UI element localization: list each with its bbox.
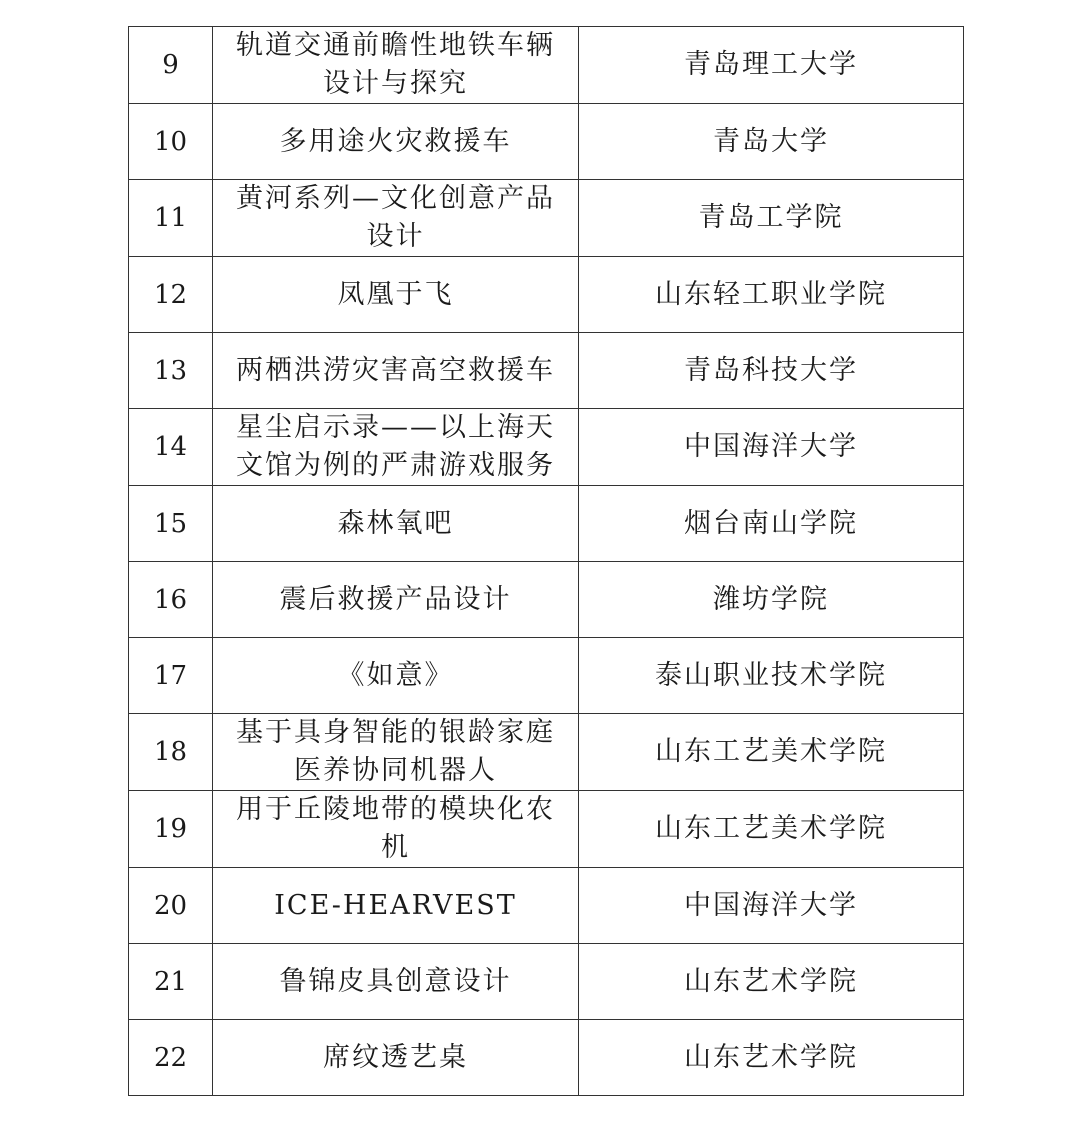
- row-number-cell: 10: [129, 104, 213, 180]
- project-name-cell: [213, 104, 579, 180]
- project-name-line: 轨道交通前瞻性地铁车辆: [236, 30, 555, 61]
- project-name-line: 文馆为例的严肃游戏服务: [236, 450, 555, 481]
- row-number-cell: 12: [129, 257, 213, 333]
- project-name-cell: [213, 714, 579, 791]
- project-name-line: 震后救援产品设计: [279, 583, 512, 615]
- project-name-cell: [213, 944, 579, 1020]
- table-row: [129, 562, 964, 638]
- school-name-cell: 烟台南山学院: [579, 486, 964, 562]
- row-number-cell: 18: [129, 714, 213, 791]
- row-number-cell: 21: [129, 944, 213, 1020]
- table-row: [129, 333, 964, 409]
- project-name-line: 黄河系列—文化创意产品: [236, 183, 555, 214]
- project-name-line: 设计: [366, 221, 425, 252]
- school-name-cell: 中国海洋大学: [579, 868, 964, 944]
- project-name-line: 鲁锦皮具创意设计: [279, 965, 512, 997]
- project-name-line: 医养协同机器人: [294, 755, 497, 786]
- table-row: [129, 944, 964, 1020]
- project-name-line: 席纹透艺桌: [323, 1041, 468, 1073]
- school-name-cell: 中国海洋大学: [579, 409, 964, 486]
- row-number-cell: 19: [129, 791, 213, 868]
- table-row: [129, 868, 964, 944]
- school-name-cell: 潍坊学院: [579, 562, 964, 638]
- row-number-cell: 22: [129, 1020, 213, 1096]
- row-number-cell: 15: [129, 486, 213, 562]
- school-name-cell: 泰山职业技术学院: [579, 638, 964, 714]
- award-table: [128, 26, 964, 1096]
- project-name-cell: [213, 486, 579, 562]
- table-row: [129, 104, 964, 180]
- school-name-cell: 青岛大学: [579, 104, 964, 180]
- table-row: [129, 180, 964, 257]
- table-body: [129, 27, 964, 1096]
- project-name-line: 用于丘陵地带的模块化农: [236, 794, 555, 825]
- row-number-cell: 13: [129, 333, 213, 409]
- row-number-cell: 20: [129, 868, 213, 944]
- project-name-line: 凤凰于飞: [337, 278, 454, 310]
- school-name-cell: 青岛工学院: [579, 180, 964, 257]
- row-number-cell: 11: [129, 180, 213, 257]
- project-name-line: 基于具身智能的银龄家庭: [236, 717, 555, 748]
- school-name-cell: 青岛科技大学: [579, 333, 964, 409]
- project-name-line: 《如意》: [337, 659, 454, 691]
- table-row: [129, 791, 964, 868]
- project-name-cell: [213, 638, 579, 714]
- project-name-line: 多用途火灾救援车: [279, 125, 512, 157]
- table-row: [129, 486, 964, 562]
- row-number-cell: 17: [129, 638, 213, 714]
- project-name-line: 森林氧吧: [337, 507, 454, 539]
- school-name-cell: 山东艺术学院: [579, 944, 964, 1020]
- project-name-cell: [213, 868, 579, 944]
- project-name-line: 星尘启示录——以上海天: [236, 412, 555, 443]
- project-name-line: 设计与探究: [323, 68, 468, 99]
- project-name-cell: [213, 27, 579, 104]
- project-name-cell: [213, 180, 579, 257]
- project-name-cell: [213, 562, 579, 638]
- school-name-cell: 青岛理工大学: [579, 27, 964, 104]
- project-name-cell: [213, 333, 579, 409]
- table-row: [129, 257, 964, 333]
- table-row: [129, 714, 964, 791]
- project-name-cell: [213, 257, 579, 333]
- table-row: [129, 27, 964, 104]
- table-row: [129, 1020, 964, 1096]
- row-number-cell: 14: [129, 409, 213, 486]
- project-name-cell: [213, 791, 579, 868]
- school-name-cell: 山东工艺美术学院: [579, 791, 964, 868]
- project-name-cell: [213, 409, 579, 486]
- row-number-cell: 16: [129, 562, 213, 638]
- project-name-line: 机: [381, 832, 410, 863]
- row-number-cell: 9: [129, 27, 213, 104]
- school-name-cell: 山东工艺美术学院: [579, 714, 964, 791]
- school-name-cell: 山东轻工职业学院: [579, 257, 964, 333]
- project-name-line: ICE-HEARVEST: [274, 889, 517, 921]
- award-table-container: [128, 26, 963, 1096]
- project-name-cell: [213, 1020, 579, 1096]
- table-row: [129, 409, 964, 486]
- table-row: [129, 638, 964, 714]
- project-name-line: 两栖洪涝灾害高空救援车: [236, 354, 555, 386]
- school-name-cell: 山东艺术学院: [579, 1020, 964, 1096]
